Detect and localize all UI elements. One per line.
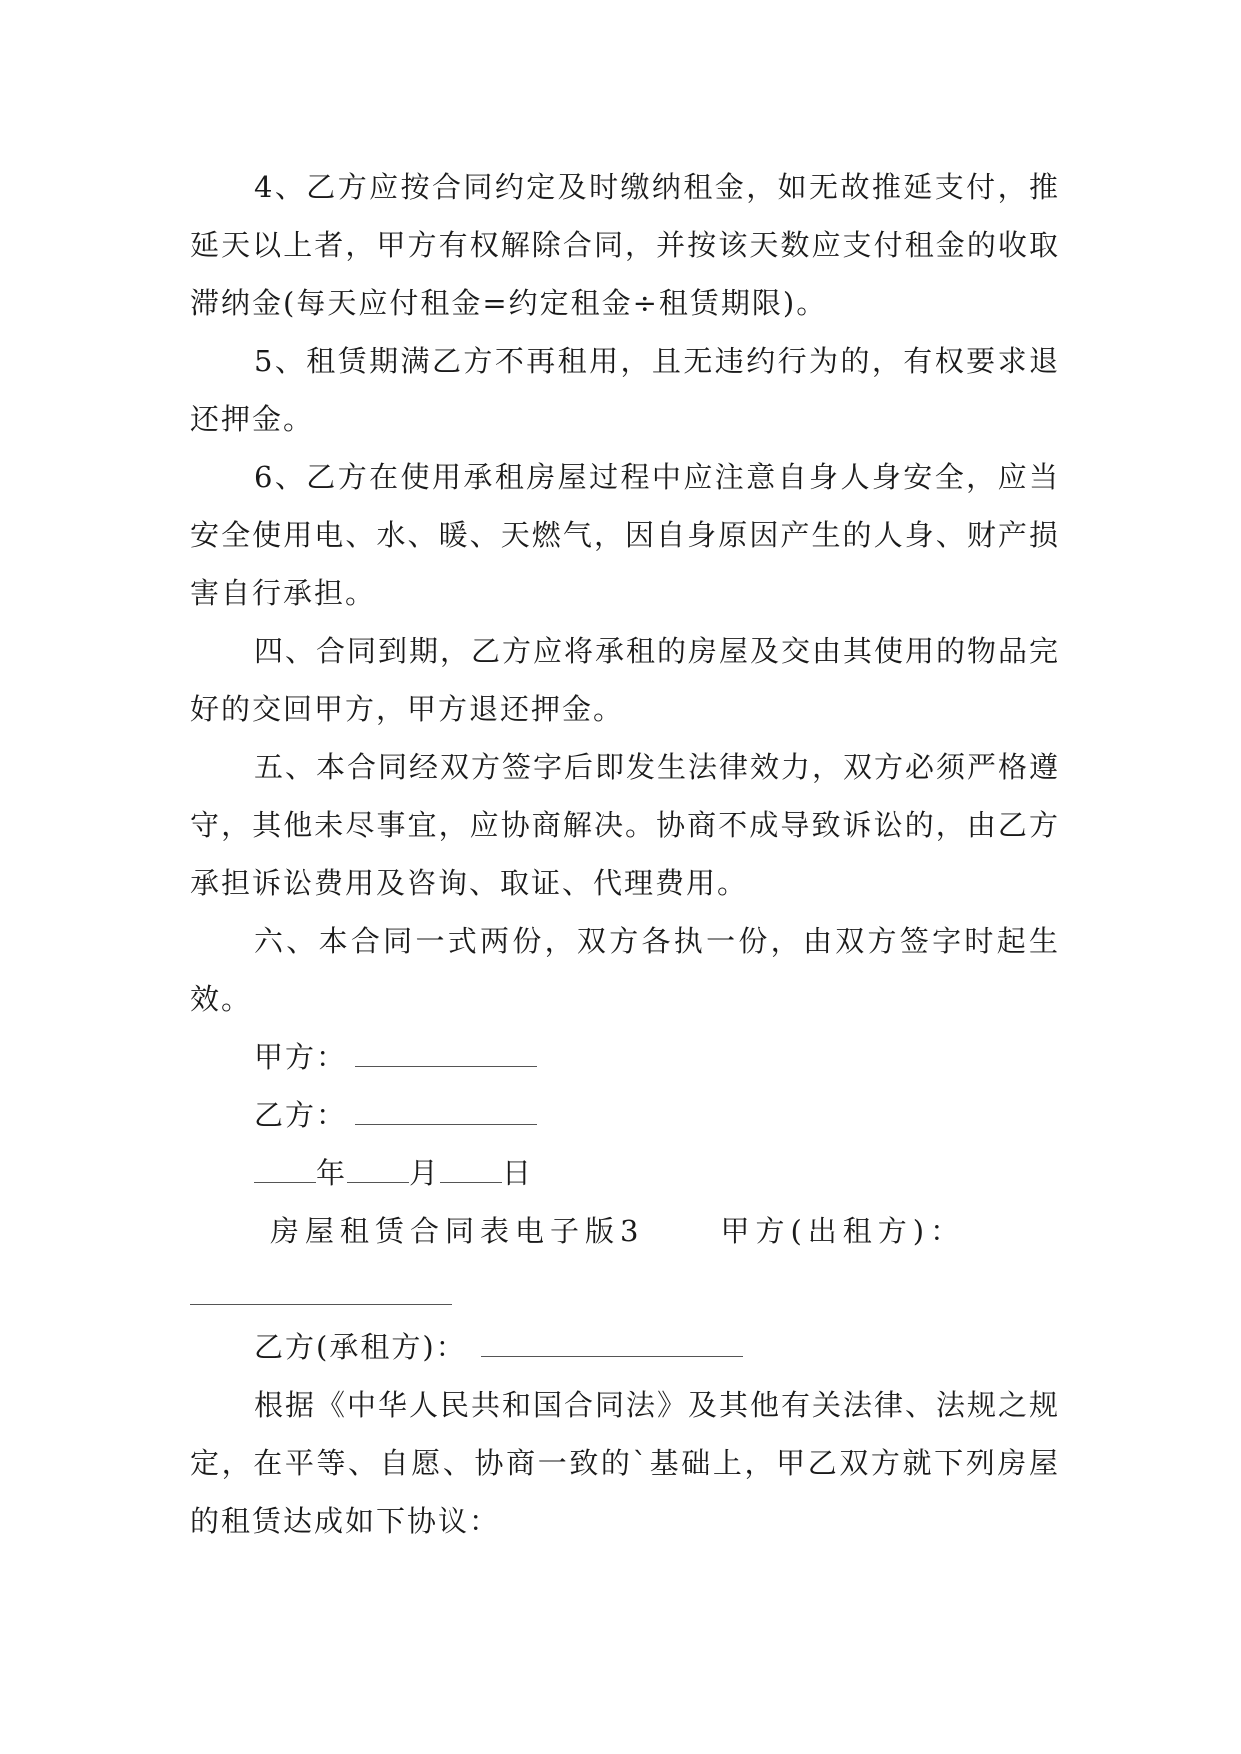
party-a-signature-line — [190, 1028, 1060, 1086]
next-contract-title: 房屋租赁合同表电子版3 — [270, 1214, 645, 1248]
party-b-signature-line — [190, 1086, 1060, 1144]
month-blank — [347, 1152, 409, 1183]
clause-6: 6、乙方在使用承租房屋过程中应注意自身人身安全，应当安全使用电、水、暖、天燃气，因自身原因产生的人身、财产损害自行承担。 — [190, 460, 1060, 610]
party-a-label: 甲方： — [254, 1040, 348, 1074]
year-blank — [254, 1152, 316, 1183]
lessee-blank — [481, 1326, 743, 1357]
section-five: 五、本合同经双方签字后即发生法律效力，双方必须严格遵守，其他未尽事宜，应协商解决。协商不成导致诉讼的，由乙方承担诉讼费用及咨询、取证、代理费用。 — [190, 750, 1061, 900]
party-b-label: 乙方： — [254, 1098, 348, 1132]
month-label: 月 — [409, 1156, 441, 1190]
lessor-blank-row — [190, 1260, 1060, 1318]
lessee-label: 乙方(承租方)： — [254, 1330, 467, 1364]
clause-4: 4、乙方应按合同约定及时缴纳租金，如无故推延支付，推延天以上者，甲方有权解除合同，并按该天数应支付租金的收取滞纳金(每天应付租金=约定租金÷租赁期限)。 — [190, 170, 1060, 320]
lessee-line — [190, 1318, 1060, 1376]
next-contract-heading — [190, 1202, 1060, 1260]
section-six: 六、本合同一式两份，双方各执一份，由双方签字时起生效。 — [190, 924, 1060, 1016]
date-line — [190, 1144, 1060, 1202]
document-body — [190, 158, 1060, 1550]
party-b-signature-blank — [355, 1094, 537, 1125]
lessor-blank — [190, 1274, 452, 1305]
party-a-signature-blank — [355, 1036, 537, 1067]
contract-intro: 根据《中华人民共和国合同法》及其他有关法律、法规之规定，在平等、自愿、协商一致的`基础上，甲乙双方就下列房屋的租赁达成如下协议： — [190, 1388, 1061, 1538]
section-four: 四、合同到期，乙方应将承租的房屋及交由其使用的物品完好的交回甲方，甲方退还押金。 — [190, 634, 1061, 726]
year-label: 年 — [316, 1156, 348, 1190]
day-blank — [440, 1152, 502, 1183]
day-label: 日 — [502, 1156, 534, 1190]
lessor-label: 甲方(出租方)： — [720, 1214, 966, 1248]
clause-5: 5、租赁期满乙方不再租用，且无违约行为的，有权要求退还押金。 — [190, 344, 1060, 436]
